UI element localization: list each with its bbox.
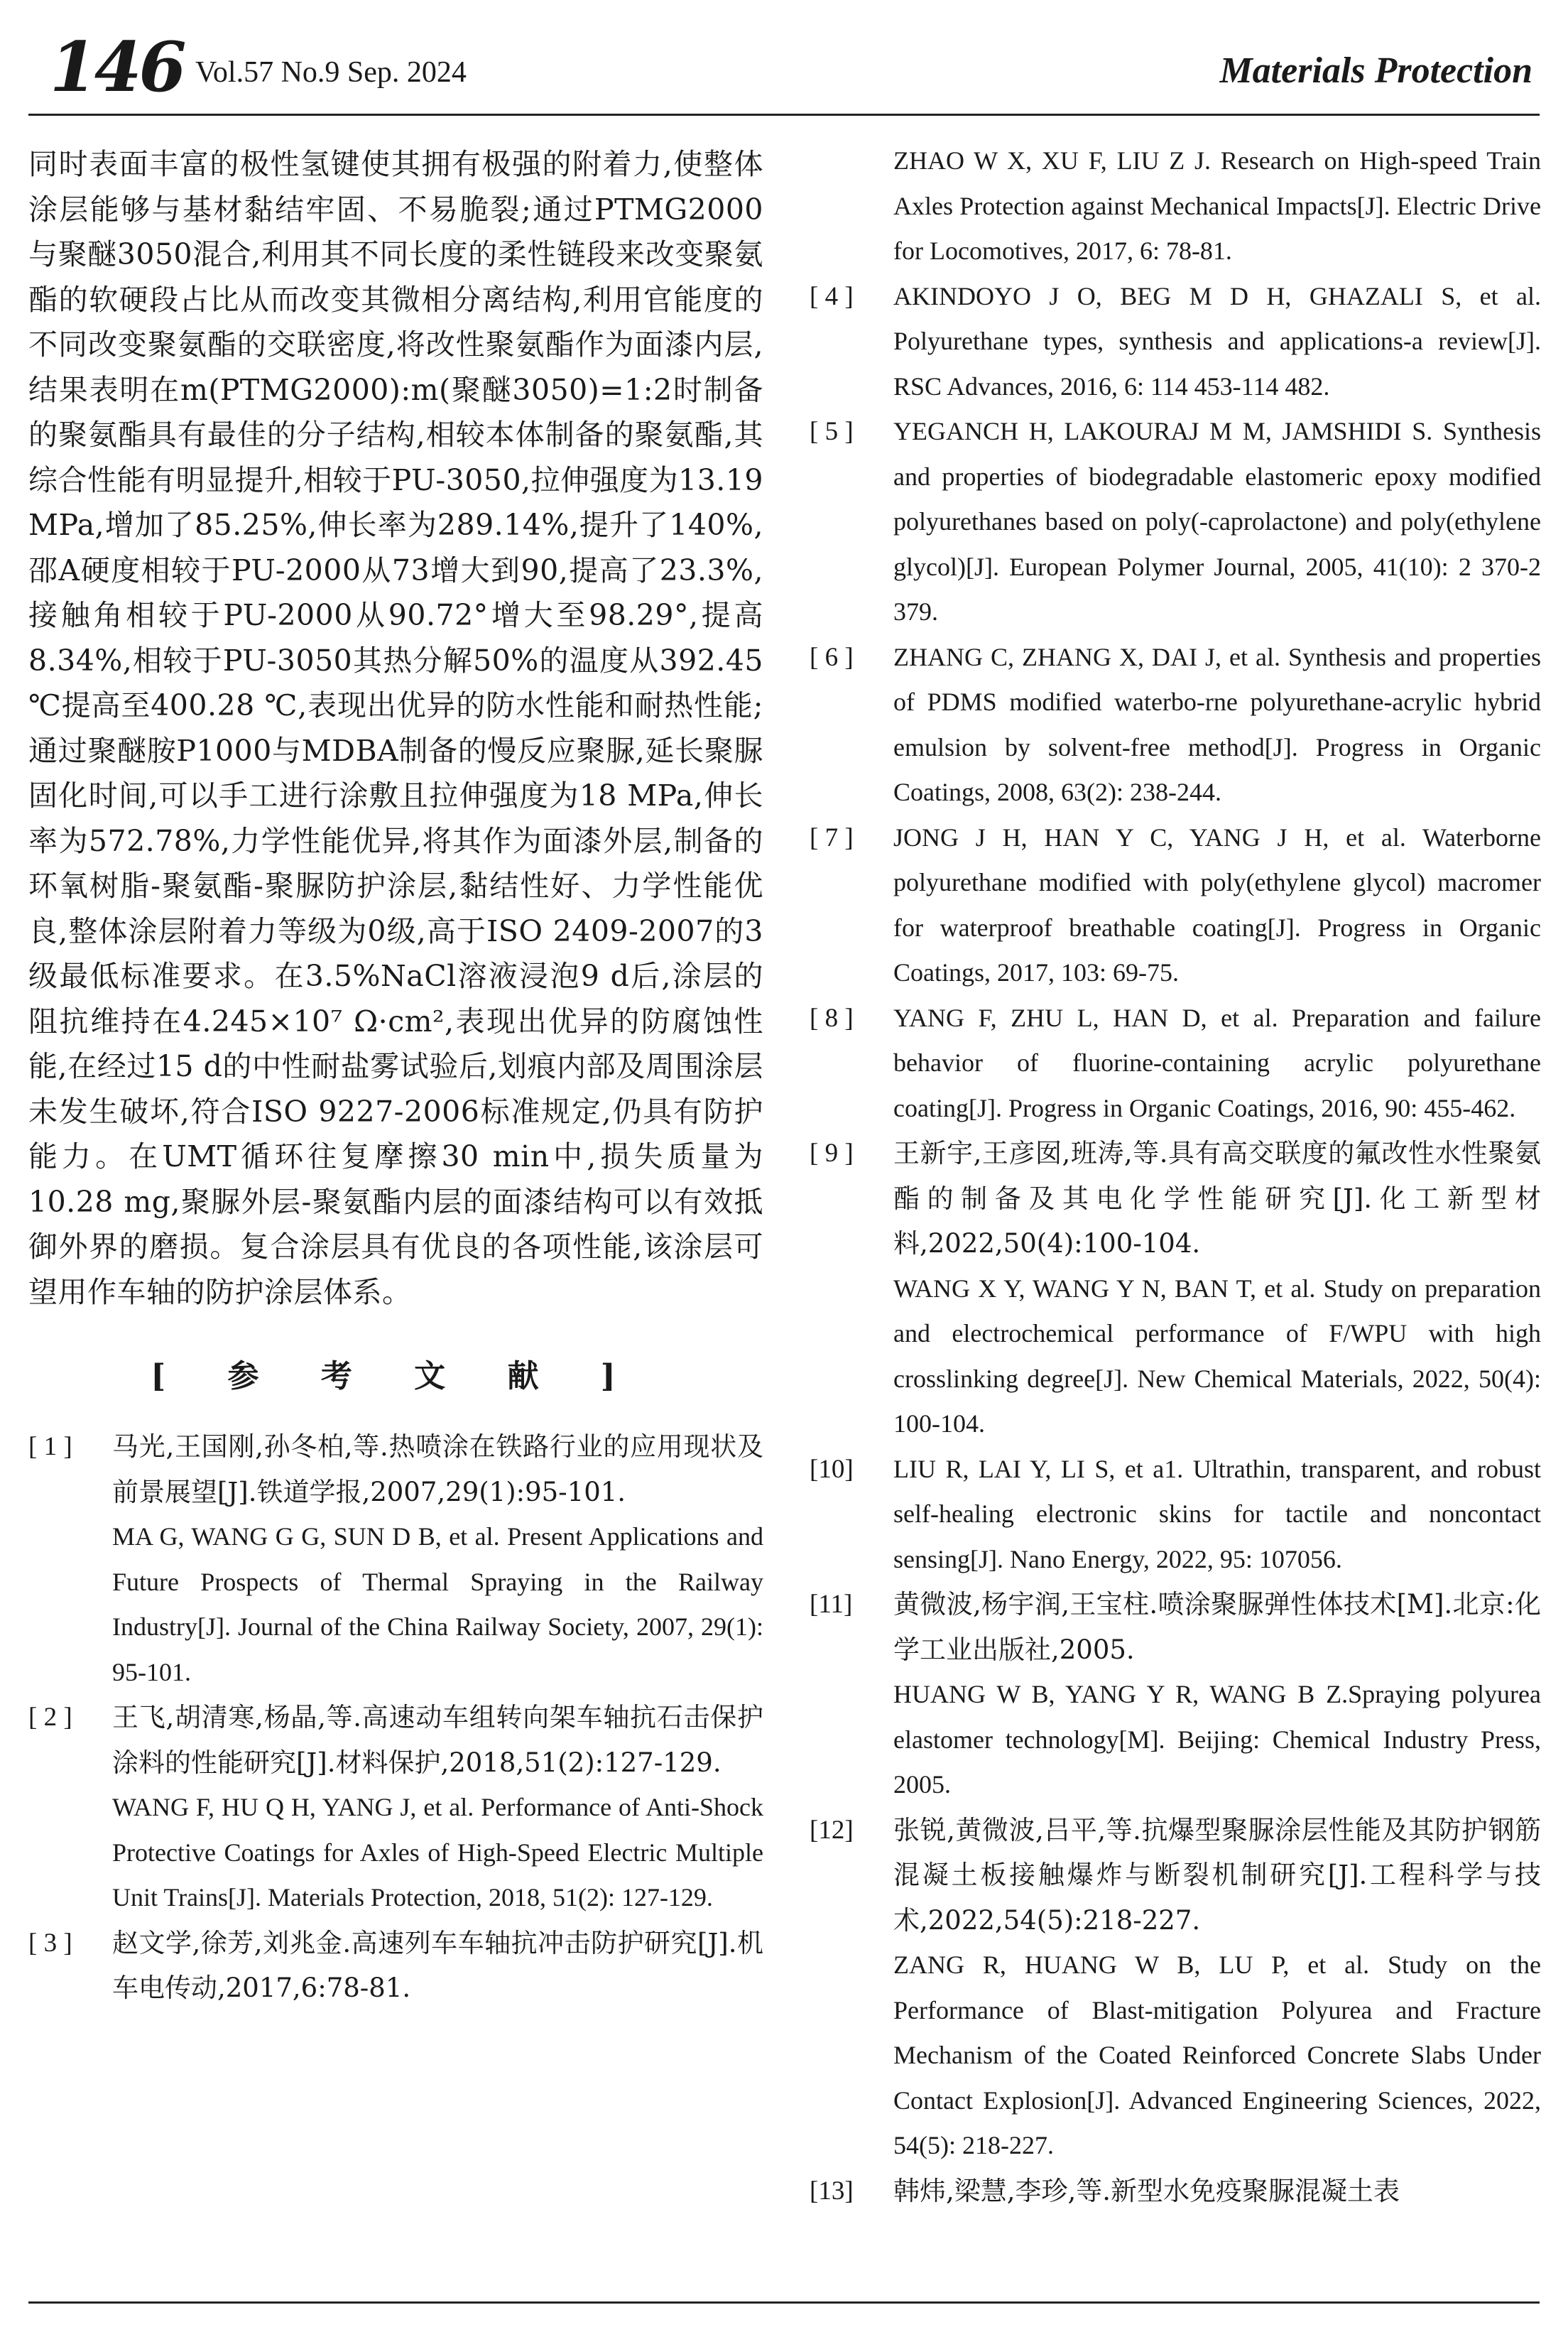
reference-item: [810, 274, 1541, 410]
reference-en: MA G, WANG G G, SUN D B, et al. Present Applications and Future Prospects of Thermal Spraying in the Railway Industry[J]. Journal of the China Railway Society, 2007, 29(1): 95-101.: [112, 1522, 763, 1686]
reference-en: JONG J H, HAN Y C, YANG J H, et al. Waterborne polyurethane modified with poly(ethylene glycol) macromer for waterproof breathable coating[J]. Progress in Organic Coatings, 2017, 103: 69-75.: [893, 823, 1541, 987]
page-header: [28, 28, 1540, 107]
reference-number: [ 3 ]: [28, 1928, 72, 1958]
body-paragraph: 同时表面丰富的极性氢键使其拥有极强的附着力,使整体涂层能够与基材黏结牢固、不易脆裂;通过PTMG2000与聚醚3050混合,利用其不同长度的柔性链段来改变聚氨酯的软硬段占比从而改变其微相分离结构,利用官能度的不同改变聚氨酯的交联密度,将改性聚氨酯作为面漆内层,结果表明在m(PTMG2000):m(聚醚3050)=1:2时制备的聚氨酯具有最佳的分子结构,相较本体制备的聚氨酯,其综合性能有明显提升,相较于PU-3050,拉伸强度为13.19 MPa,增加了85.25%,伸长率为289.14%,提升了140%,邵A硬度相较于PU-2000从73增大到90,提高了23.3%,接触角相较于PU-2000从90.72°增大至98.29°,提高8.34%,相较于PU-3050其热分解50%的温度从392.45 ℃提高至400.28 ℃,表现出优异的防水性能和耐热性能;通过聚醚胺P1000与MDBA制备的慢反应聚脲,延长聚脲固化时间,可以手工进行涂敷且拉伸强度为18 MPa,伸长率为572.78%,力学性能优异,将其作为面漆外层,制备的环氧树脂-聚氨酯-聚脲防护涂层,黏结性好、力学性能优良,整体涂层附着力等级为0级,高于ISO 2409-2007的3级最低标准要求。在3.5%NaCl溶液浸泡9 d后,涂层的阻抗维持在4.245×10⁷ Ω·cm²,表现出优异的防腐蚀性能,在经过15 d的中性耐盐雾试验后,划痕内部及周围涂层未发生破坏,符合ISO 9227-2006标准规定,仍具有防护能力。在UMT循环往复摩擦30 min中,损失质量为10.28 mg,聚脲外层-聚氨酯内层的面漆结构可以有效抵御外界的磨损。复合涂层具有优良的各项性能,该涂层可望用作车轴的防护涂层体系。: [28, 147, 763, 1309]
reference-number: [13]: [810, 2176, 854, 2206]
reference-number: [10]: [810, 1454, 854, 1484]
reference-en: HUANG W B, YANG Y R, WANG B Z.Spraying polyurea elastomer technology[M]. Beijing: Chemical Industry Press, 2005.: [893, 1680, 1541, 1799]
reference-number: [ 4 ]: [810, 281, 854, 311]
reference-number: [ 6 ]: [810, 642, 854, 672]
reference-item: [810, 2169, 1541, 2214]
reference-item: [810, 139, 1541, 274]
reference-item: [810, 635, 1541, 815]
reference-item: [28, 1921, 763, 2011]
reference-item: [810, 409, 1541, 635]
reference-zh: 王飞,胡清寒,杨晶,等.高速动车组转向架车轴抗石击保护涂料的性能研究[J].材料保护,2018,51(2):127-129.: [112, 1702, 763, 1778]
reference-en: ZHAO W X, XU F, LIU Z J. Research on High-speed Train Axles Protection against Mechanical Impacts[J]. Electric Drive for Locomotives, 2017, 6: 78-81.: [893, 146, 1541, 265]
reference-en: WANG X Y, WANG Y N, BAN T, et al. Study on preparation and electrochemical performance of F/WPU with high crosslinking degree[J]. New Chemical Materials, 2022, 50(4): 100-104.: [893, 1274, 1541, 1438]
reference-item: [810, 996, 1541, 1132]
reference-number: [ 1 ]: [28, 1432, 72, 1461]
reference-body: [893, 139, 1541, 274]
reference-item: [810, 1447, 1541, 1583]
reference-zh: 马光,王国刚,孙冬柏,等.热喷涂在铁路行业的应用现状及前景展望[J].铁道学报,2007,29(1):95-101.: [112, 1431, 763, 1507]
reference-en: YEGANCH H, LAKOURAJ M M, JAMSHIDI S. Synthesis and properties of biodegradable elastomeric epoxy modified polyurethanes based on poly(-caprolactone) and poly(ethylene glycol)[J]. European Polymer Journal, 2005, 41(10): 2 370-2 379.: [893, 417, 1541, 626]
reference-body: [893, 996, 1541, 1132]
left-column: [28, 142, 763, 2011]
reference-zh: 赵文学,徐芳,刘兆金.高速列车车轴抗冲击防护研究[J].机车电传动,2017,6:78-81.: [112, 1927, 763, 2003]
reference-body: [893, 1582, 1541, 1808]
reference-number: [ 7 ]: [810, 823, 854, 852]
reference-body: [893, 815, 1541, 996]
reference-zh: 张锐,黄微波,吕平,等.抗爆型聚脲涂层性能及其防护钢筋混凝土板接触爆炸与断裂机制研究[J].工程科学与技术,2022,54(5):218-227.: [893, 1814, 1541, 1936]
reference-en: LIU R, LAI Y, LI S, et a1. Ultrathin, transparent, and robust self-healing electronic skins for tactile and noncontact sensing[J]. Nano Energy, 2022, 95: 107056.: [893, 1454, 1541, 1573]
reference-en: ZANG R, HUANG W B, LU P, et al. Study on the Performance of Blast-mitigation Polyurea and Fracture Mechanism of the Coated Reinforced Concrete Slabs Under Contact Explosion[J]. Advanced Engineering Sciences, 2022, 54(5): 218-227.: [893, 1951, 1541, 2159]
page-number: 146: [50, 27, 184, 107]
reference-number: [11]: [810, 1590, 853, 1619]
reference-zh: 黄微波,杨宇润,王宝柱.喷涂聚脲弹性体技术[M].北京:化学工业出版社,2005.: [893, 1589, 1541, 1665]
header-rule: [28, 114, 1540, 116]
reference-body: [112, 1695, 763, 1921]
reference-body: [893, 2169, 1541, 2214]
right-column: [810, 139, 1541, 2213]
reference-body: [112, 1921, 763, 2011]
journal-title: Materials Protection: [1219, 50, 1532, 91]
reference-body: [893, 274, 1541, 410]
reference-body: [893, 409, 1541, 635]
reference-number: [ 2 ]: [28, 1703, 72, 1732]
references-list-left: [28, 1424, 763, 2011]
reference-item: [28, 1424, 763, 1695]
reference-item: [810, 1808, 1541, 2169]
footer-rule: [28, 2301, 1540, 2304]
reference-en: AKINDOYO J O, BEG M D H, GHAZALI S, et al. Polyurethane types, synthesis and applications-a review[J]. RSC Advances, 2016, 6: 114 453-114 482.: [893, 281, 1541, 401]
reference-en: WANG F, HU Q H, YANG J, et al. Performance of Anti-Shock Protective Coatings for Axles of High-Speed Electric Multiple Unit Trains[J]. Materials Protection, 2018, 51(2): 127-129.: [112, 1793, 763, 1911]
references-list-right: [810, 139, 1541, 2213]
reference-body: [893, 635, 1541, 815]
reference-number: [12]: [810, 1815, 854, 1845]
reference-item: [810, 1582, 1541, 1808]
reference-number: [ 9 ]: [810, 1139, 854, 1168]
reference-number: [ 8 ]: [810, 1003, 854, 1033]
reference-body: [893, 1131, 1541, 1447]
reference-body: [893, 1808, 1541, 2169]
issue-info: Vol.57 No.9 Sep. 2024: [195, 56, 467, 89]
reference-en: YANG F, ZHU L, HAN D, et al. Preparation and failure behavior of fluorine-containing acrylic polyurethane coating[J]. Progress in Organic Coatings, 2016, 90: 455-462.: [893, 1003, 1541, 1122]
reference-zh: 王新宇,王彦囡,班涛,等.具有高交联度的氟改性水性聚氨酯的制备及其电化学性能研究[J].化工新型材料,2022,50(4):100-104.: [893, 1138, 1541, 1259]
reference-body: [893, 1447, 1541, 1583]
reference-zh: 韩炜,梁慧,李珍,等.新型水免疫聚脲混凝土表: [893, 2175, 1400, 2206]
reference-item: [28, 1695, 763, 1921]
references-title: [ 参 考 文 献 ]: [151, 1358, 641, 1394]
reference-en: ZHANG C, ZHANG X, DAI J, et al. Synthesis and properties of PDMS modified waterbo-rne polyurethane-acrylic hybrid emulsion by solvent-free method[J]. Progress in Organic Coatings, 2008, 63(2): 238-244.: [893, 642, 1541, 806]
reference-item: [810, 815, 1541, 996]
reference-body: [112, 1424, 763, 1695]
reference-number: [ 5 ]: [810, 417, 854, 446]
reference-number: [810, 139, 893, 274]
reference-item: [810, 1131, 1541, 1447]
